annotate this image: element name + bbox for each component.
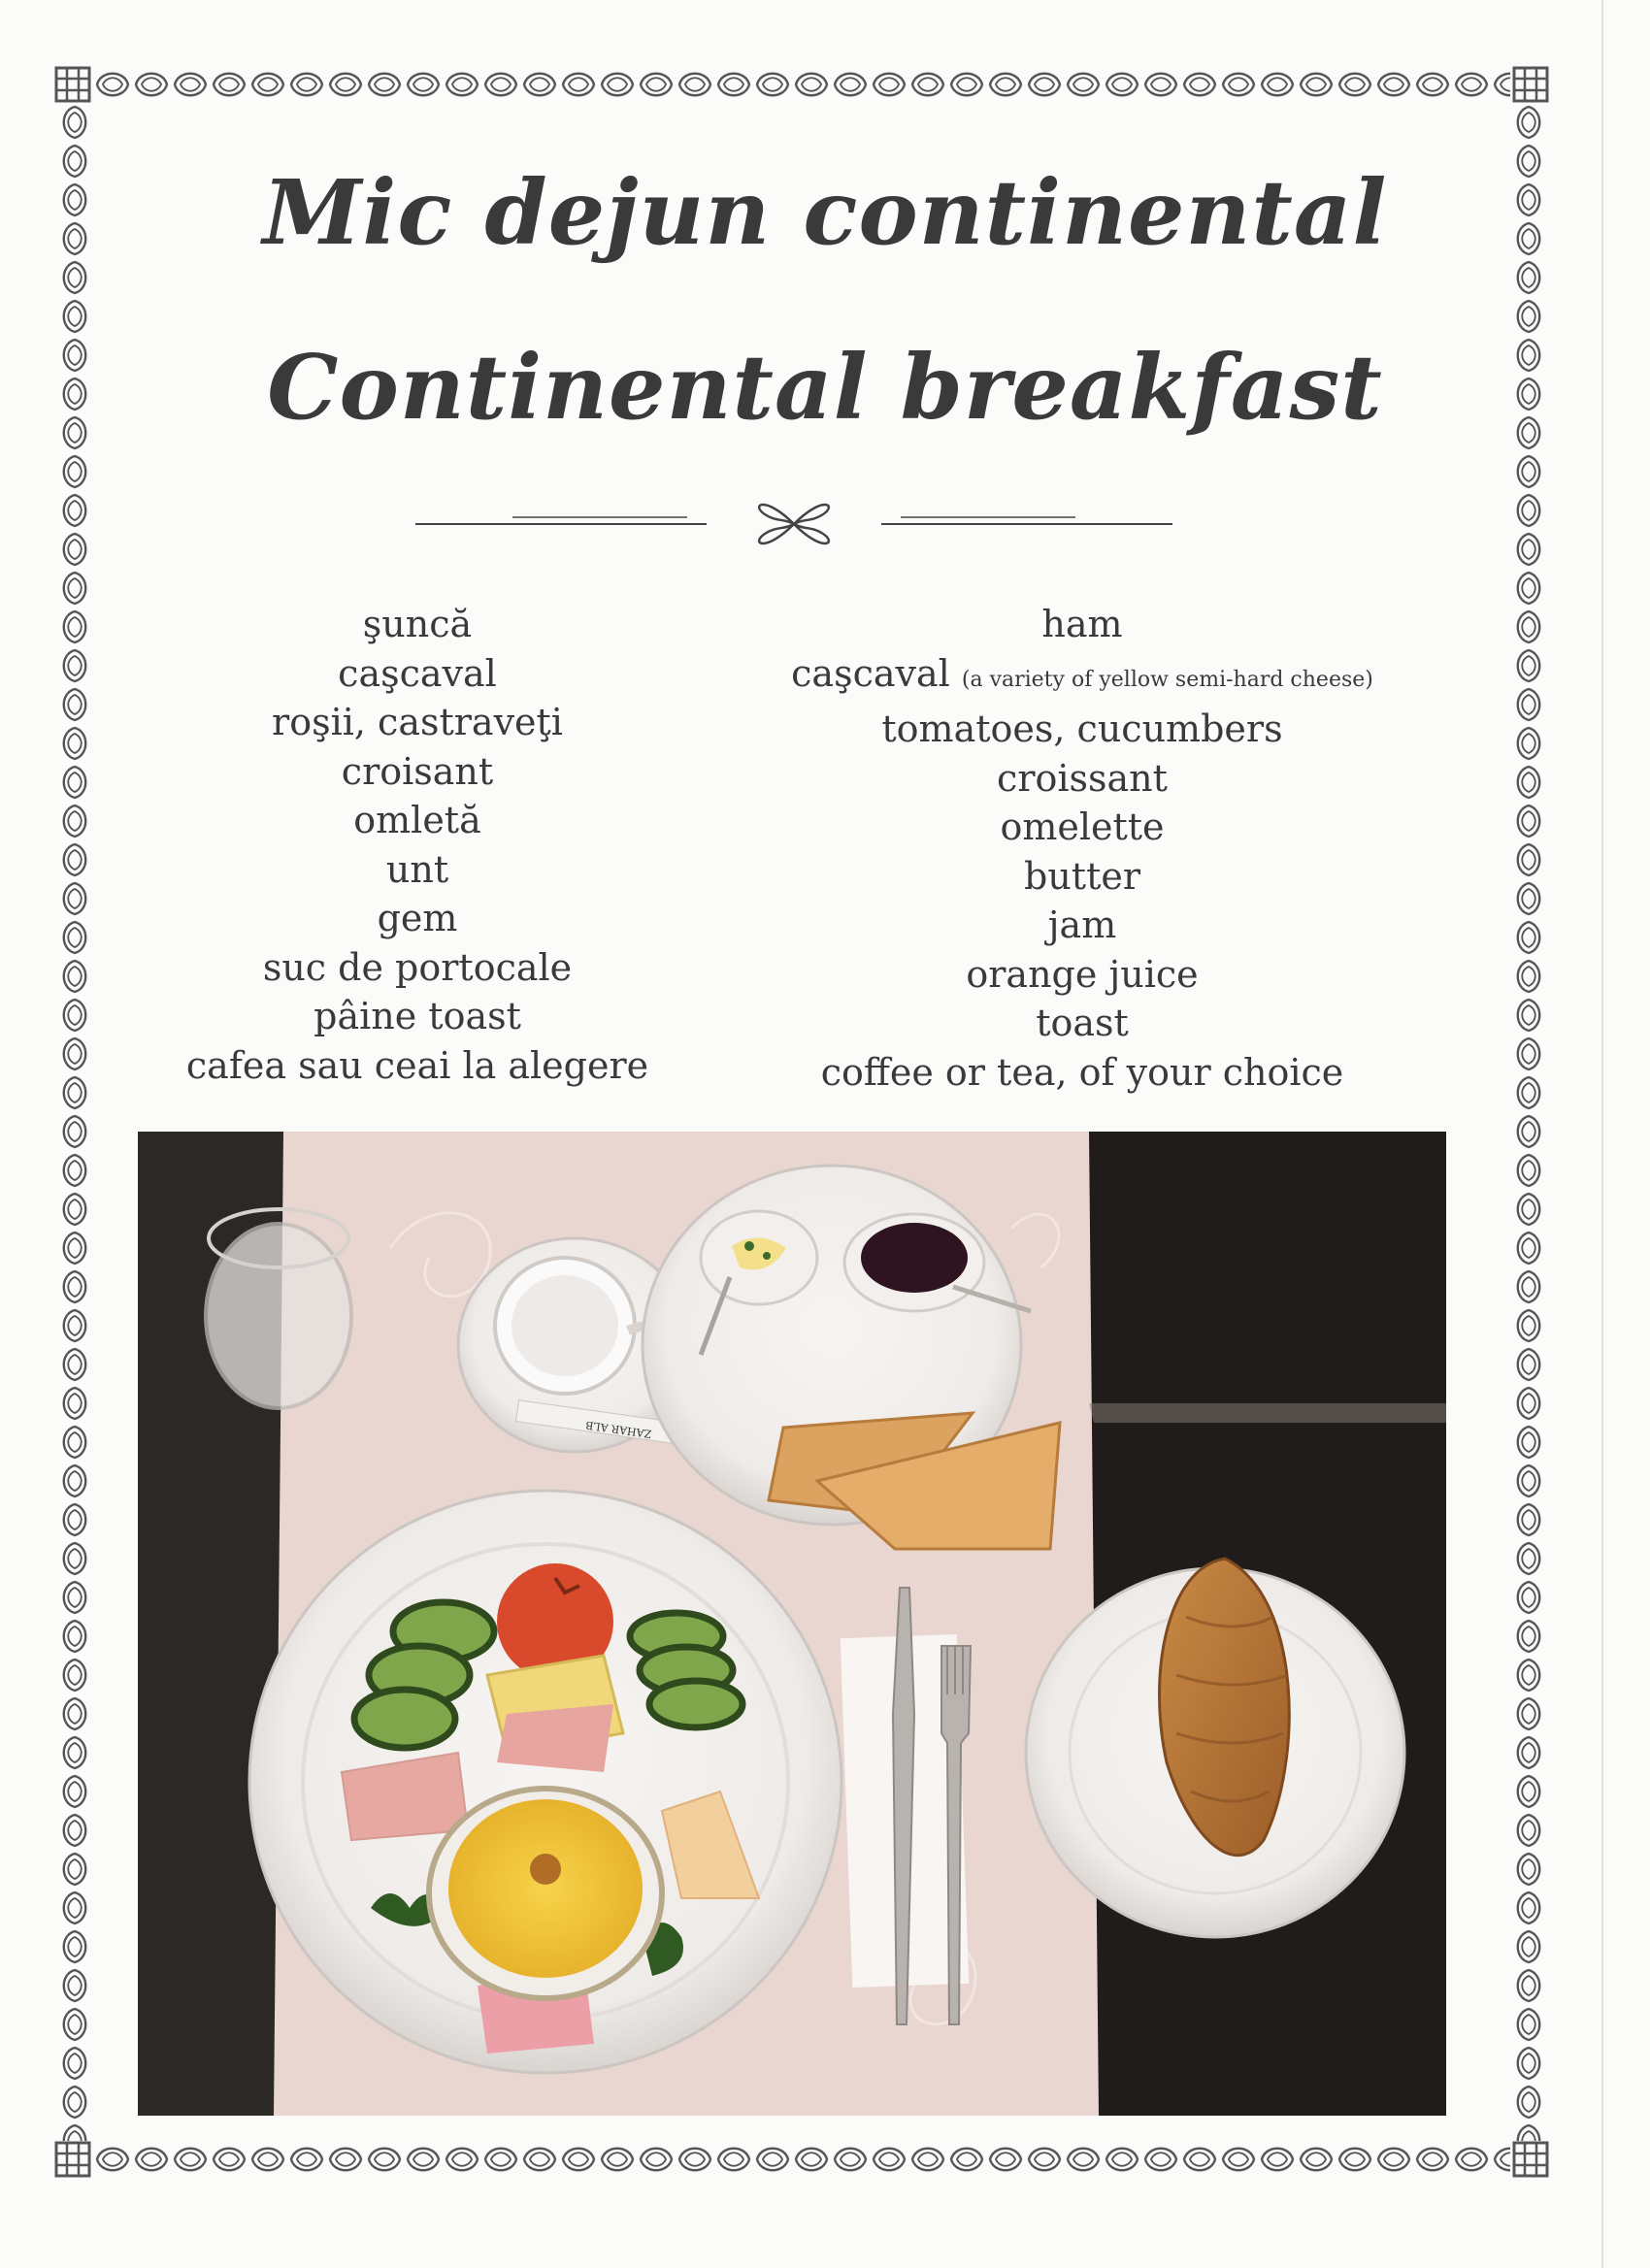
- item-en: butter: [1024, 854, 1140, 898]
- item-ro: şuncă: [362, 603, 473, 645]
- title-romanian: Mic dejun continental: [262, 160, 1388, 265]
- item-ro: cafea sau ceai la alegere: [185, 1043, 649, 1087]
- item-en: croissant: [997, 756, 1168, 800]
- item-ro: roşii, castraveţi: [272, 701, 563, 743]
- sugar-packet-text: ZAHAR ALB: [584, 1418, 652, 1441]
- item-ro: caşcaval: [338, 651, 497, 695]
- item-ro: omletă: [353, 799, 481, 841]
- item-en: ham: [1041, 603, 1123, 645]
- corner-grid-icon: [1512, 2141, 1549, 2178]
- corner-grid-icon: [54, 66, 91, 103]
- item-en: orange juice: [966, 952, 1199, 996]
- corner-grid-icon: [1512, 66, 1549, 103]
- item-en: [718, 649, 1446, 706]
- item-en: toast: [1036, 1002, 1129, 1044]
- item-en-cascaval: caşcaval: [791, 651, 950, 695]
- cascaval-note: (a variety of yellow semi-hard cheese): [961, 667, 1373, 692]
- items-romanian: [146, 600, 689, 1090]
- title-english: Continental breakfast: [267, 335, 1383, 440]
- item-ro: gem: [377, 897, 458, 939]
- item-en: jam: [1047, 904, 1117, 946]
- item-en: omelette: [1000, 805, 1165, 848]
- corner-grid-icon: [54, 2141, 91, 2178]
- items-english: [718, 600, 1446, 1097]
- item-ro: unt: [385, 847, 449, 891]
- breakfast-photo: [138, 1132, 1446, 2116]
- item-ro: pâine toast: [314, 995, 521, 1037]
- border-top: [50, 60, 1553, 109]
- item-en: tomatoes, cucumbers: [881, 707, 1283, 750]
- ornament-divider: [415, 485, 1172, 563]
- item-ro: suc de portocale: [262, 945, 573, 989]
- item-en: coffee or tea, of your choice: [820, 1050, 1344, 1094]
- item-ro: croisant: [341, 749, 494, 793]
- border-bottom: [50, 2135, 1553, 2184]
